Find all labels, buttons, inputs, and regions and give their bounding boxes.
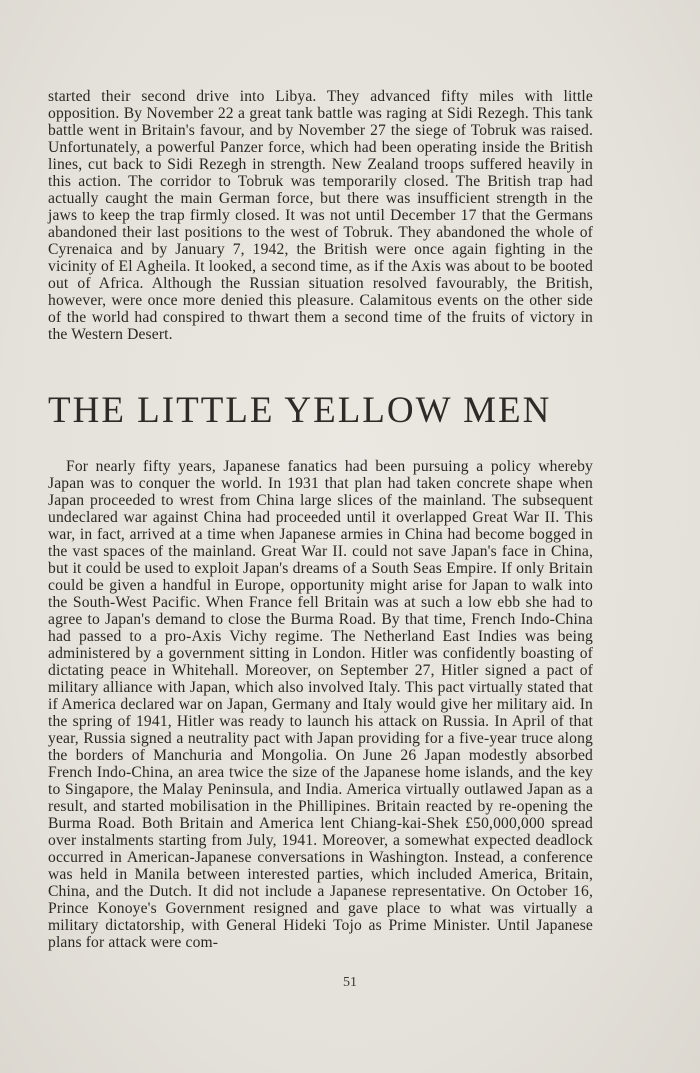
page-number: 51 — [343, 975, 357, 990]
continued-paragraph: started their second drive into Libya. They advanced fifty miles with little opposition. By November 22 a great tank battle was raging at Sidi Rezegh. This tank battle went in Britain's favour, and by November 27 the siege of Tobruk was raised. Unfortunately, a powerful Panzer force, which had been operating inside the British lines, cut back to Sidi Rezegh in strength. New Zealand troops suffered heavily in this action. The corridor to Tobruk was temporarily closed. The British trap had actually caught the main German force, but there was insufficient strength in the jaws to keep the trap firmly closed. It was not until December 17 that the Germans abandoned their last positions to the west of Tobruk. They abandoned the whole of Cyrenaica and by January 7, 1942, the British were once again fighting in the vicinity of El Agheila. It looked, a second time, as if the Axis was about to be booted out of Africa. Although the Russian situation resolved favourably, the British, however, were once more denied this pleasure. Calamitous events on the other side of the world had conspired to thwart them a second time of the fruits of victory in the Western Desert. — [48, 87, 593, 343]
section-title: THE LITTLE YELLOW MEN — [48, 390, 552, 431]
section-paragraph: For nearly fifty years, Japanese fanatics had been pursuing a policy whereby Japan was to conquer the world. In 1931 that plan had taken concrete shape when Japan proceeded to wrest from China large slices of the mainland. The subsequent undeclared war against China had proceeded until it overlapped Great War II. This war, in fact, arrived at a time when Japanese armies in China had become bogged in the vast spaces of the mainland. Great War II. could not save Japan's face in China, but it could be used to exploit Japan's dreams of a South Seas Empire. If only Britain could be given a handful in Europe, opportunity might arise for Japan to walk into the South-West Pacific. When France fell Britain was at such a low ebb she had to agree to Japan's demand to close the Burma Road. By that time, French Indo-China had passed to a pro-Axis Vichy regime. The Netherland East Indies was being administered by a government sitting in London. Hitler was confidently boasting of dictating peace in Whitehall. Moreover, on September 27, Hitler signed a pact of military alliance with Japan, which also involved Italy. This pact virtually stated that if America declared war on Japan, Germany and Italy would give her military aid. In the spring of 1941, Hitler was ready to launch his attack on Russia. In April of that year, Russia signed a neutrality pact with Japan providing for a five-year truce along the borders of Manchuria and Mongolia. On June 26 Japan modestly absorbed French Indo-China, an area twice the size of the Japanese home islands, and the key to Singapore, the Malay Peninsula, and India. America virtually outlawed Japan as a result, and started mobilisation in the Phillipines. Britain reacted by re-opening the Burma Road. Both Britain and America lent Chiang-kai-Shek £50,000,000 spread over instalments starting from July, 1941. Moreover, a somewhat expected deadlock occurred in American-Japanese conversations in Washington. Instead, a conference was held in Manila between interested parties, which included America, Britain, China, and the Dutch. It did not include a Japanese representative. On October 16, Prince Konoye's Government resigned and gave place to what was virtually a military dictatorship, with General Hideki Tojo as Prime Minister. Until Japanese plans for attack were com- — [48, 457, 593, 951]
